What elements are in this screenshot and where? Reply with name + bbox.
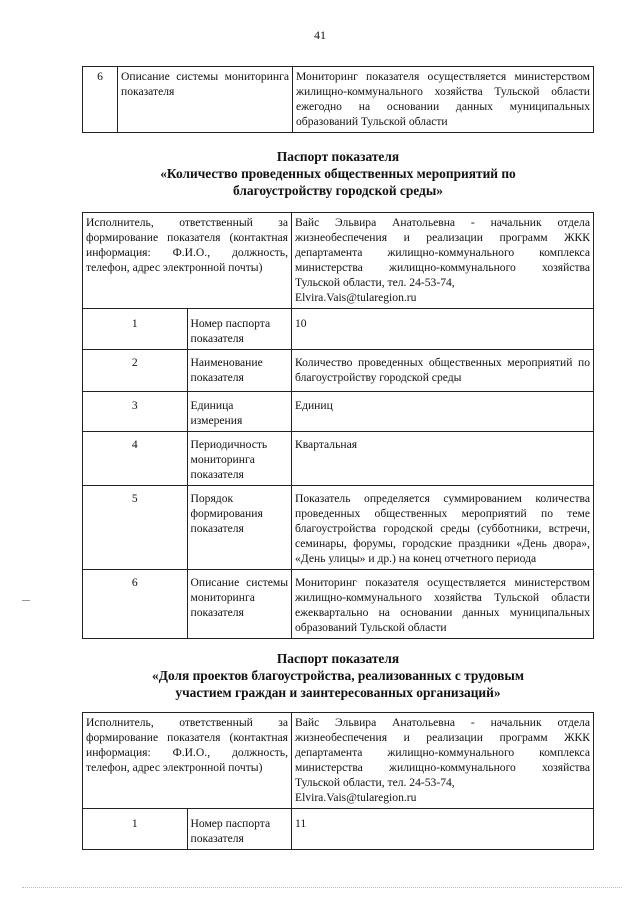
table-row bbox=[83, 432, 594, 486]
row-number: 2 bbox=[83, 350, 188, 392]
table-row bbox=[83, 486, 594, 570]
top-table bbox=[82, 66, 594, 133]
passport1-table bbox=[82, 212, 594, 639]
executor-label: Исполнитель, ответственный за формирование показателя (контактная информация: Ф.И.О., должность, телефон, адрес электронной почты) bbox=[83, 713, 292, 809]
table-row bbox=[83, 392, 594, 432]
row-number: 1 bbox=[83, 809, 188, 850]
executor-value bbox=[292, 213, 594, 309]
row-value: Мониторинг показателя осуществляется министерством жилищно-коммунального хозяйства Тульской области ежегодно на основании данных муниципальных образований Тульской области bbox=[293, 67, 594, 133]
passport1-heading bbox=[82, 148, 594, 199]
table-row bbox=[83, 809, 594, 850]
executor-contact: Вайс Эльвира Анатольевна - начальник отдела жизнеобеспечения и реализации программ ЖКК департамента жилищно-коммунального комплекса министерства жилищно-коммунального хозяйства Тульской области, тел. 24-53-74, bbox=[295, 216, 590, 289]
row-number: 5 bbox=[83, 486, 188, 570]
row-value: Количество проведенных общественных мероприятий по благоустройству городской среды bbox=[292, 350, 594, 392]
row-value: 11 bbox=[292, 809, 594, 850]
row-number: 4 bbox=[83, 432, 188, 486]
passport1-name: «Количество проведенных общественных мероприятий по благоустройству городской среды» bbox=[160, 166, 516, 198]
row-label: Порядок формирования показателя bbox=[187, 486, 292, 570]
executor-email: Elvira.Vais@tularegion.ru bbox=[295, 791, 417, 804]
executor-value bbox=[292, 713, 594, 809]
page-number: 41 bbox=[314, 28, 326, 42]
row-label: Номер паспорта показателя bbox=[187, 309, 292, 350]
table-row bbox=[83, 570, 594, 639]
executor-row bbox=[83, 713, 594, 809]
passport2-title: Паспорт показателя bbox=[276, 651, 400, 666]
row-value: Единиц bbox=[292, 392, 594, 432]
row-value: Показатель определяется суммированием количества проведенных общественных мероприятий по теме благоустройства городской среды (субботники, встречи, семинары, форумы, городские праздники «День двора», «День улицы» и др.) на конец отчетного периода bbox=[292, 486, 594, 570]
row-number: 6 bbox=[83, 67, 118, 133]
row-label: Единица измерения bbox=[187, 392, 292, 432]
row-label: Наименование показателя bbox=[187, 350, 292, 392]
passport2-table bbox=[82, 712, 594, 850]
passport2-name: «Доля проектов благоустройства, реализованных с трудовым участием граждан и заинтересованных организаций» bbox=[152, 668, 524, 700]
table-row bbox=[83, 67, 594, 133]
row-label: Периодичность мониторинга показателя bbox=[187, 432, 292, 486]
row-label: Описание системы мониторинга показателя bbox=[118, 67, 293, 133]
passport2-heading bbox=[82, 650, 594, 701]
table-row bbox=[83, 309, 594, 350]
row-label: Описание системы мониторинга показателя bbox=[187, 570, 292, 639]
executor-contact: Вайс Эльвира Анатольевна - начальник отдела жизнеобеспечения и реализации программ ЖКК департамента жилищно-коммунального комплекса министерства жилищно-коммунального хозяйства Тульской области, тел. 24-53-74, bbox=[295, 716, 590, 789]
executor-label: Исполнитель, ответственный за формирование показателя (контактная информация: Ф.И.О., должность, телефон, адрес электронной почты) bbox=[83, 213, 292, 309]
row-value: 10 bbox=[292, 309, 594, 350]
row-number: 1 bbox=[83, 309, 188, 350]
row-value: Квартальная bbox=[292, 432, 594, 486]
row-number: 3 bbox=[83, 392, 188, 432]
row-number: 6 bbox=[83, 570, 188, 639]
scan-artifact bbox=[22, 887, 622, 890]
executor-email: Elvira.Vais@tularegion.ru bbox=[295, 291, 417, 304]
table-row bbox=[83, 350, 594, 392]
passport1-title: Паспорт показателя bbox=[276, 149, 400, 164]
executor-row bbox=[83, 213, 594, 309]
row-label: Номер паспорта показателя bbox=[187, 809, 292, 850]
margin-mark bbox=[22, 600, 30, 601]
row-value: Мониторинг показателя осуществляется министерством жилищно-коммунального хозяйства Тульской области ежеквартально на основании данных муниципальных образований Тульской области bbox=[292, 570, 594, 639]
